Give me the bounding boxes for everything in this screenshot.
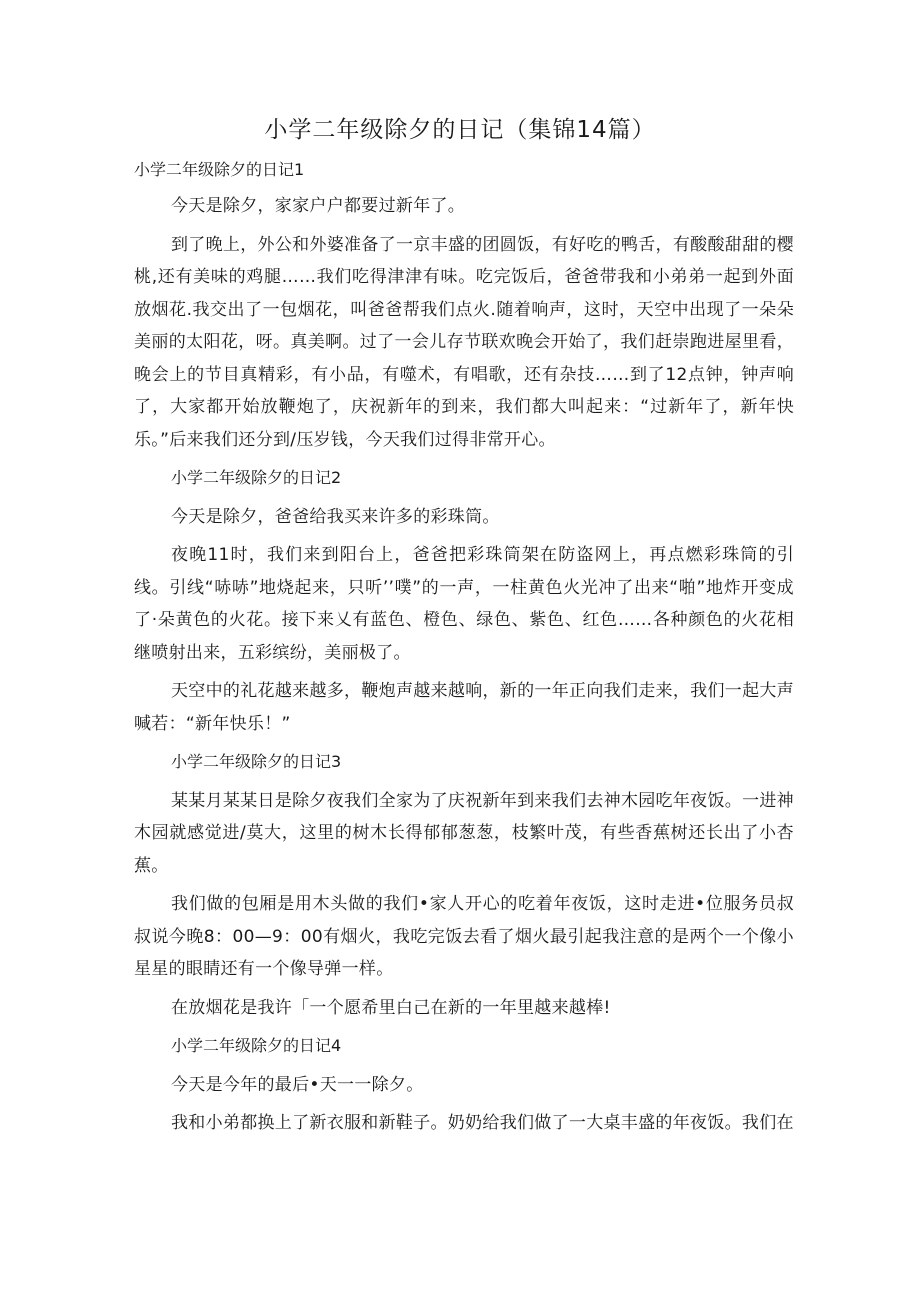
paragraph: 某某月某某日是除夕夜我们全家为了庆祝新年到来我们去神木园吃年夜饭。一进神木园就感觉进/莫大，这里的树木长得郁郁葱葱，枝繁叶茂，有些香蕉树还长出了小杏蕉。 [134,790,794,876]
section-heading: 小学二年级除夕的日记4 [171,1036,342,1055]
paragraph: 今天是除夕，爸爸给我买来许多的彩珠筒。 [171,506,500,527]
section-heading: 小学二年级除夕的日记1 [134,160,305,179]
paragraph: 天空中的礼花越来越多，鞭炮声越来越响，新的一年正向我们走来，我们一起大声喊若：“新年快乐！” [134,681,794,734]
section-heading: 小学二年级除夕的日记2 [171,468,342,487]
section-heading: 小学二年级除夕的日记3 [171,752,342,771]
paragraph: 到了晚上，外公和外婆准备了一京丰盛的团圆饭，有好吃的鸭舌，有酸酸甜甜的樱桃,还有美味的鸡腿……我们吃得津津有味。吃完饭后，爸爸带我和小弟弟一起到外面放烟花.我交出了一包烟花，叫爸爸帮我们点火.随着响声，这时，天空中出现了一朵朵美丽的太阳花，呀。真美啊。过了一会儿存节联欢晚会开始了，我们赶崇跑进屋里看，晚会上的节目真精彩，有小品，有噬术，有唱歌，还有杂技……到了12点钟，钟声响了，大家都开始放鞭炮了，庆祝新年的到来，我们都大叫起来：“过新年了，新年快乐。”后来我们还分到/压岁钱，今天我们过得非常开心。 [134,234,794,450]
paragraph: 我们做的包厢是用木头做的我们•家人开心的吃着年夜饭，这时走进•位服务员叔叔说今晚8：00—9：00有烟火，我吃完饭去看了烟火最引起我注意的是两个一个像小星星的眼睛还有一个像导弹一样。 [134,894,794,979]
paragraph: 今天是除夕，家家户户都要过新年了。 [171,196,466,216]
paragraph: 今天是今年的最后•天一一除夕。 [171,1074,424,1095]
paragraph: 在放烟花是我许「一个愿希里白己在新的一年里越来越棒! [171,997,611,1018]
paragraph: 夜晚11时，我们来到阳台上，爸爸把彩珠筒架在防盗网上，再点燃彩珠筒的引线。引线“哧哧”地烧起来，只听’’噗”的一声，一柱黄色火光冲了出来“啪”地炸开变成了·朵黄色的火花。接下来乂有蓝色、橙色、绿色、紫色、红色……各种颜色的火花相继喷射出来，五彩缤纷，美丽极了。 [134,545,794,663]
paragraph: 我和小弟都换上了新衣服和新鞋子。奶奶给我们做了一大桌丰盛的年夜饭。我们在 [171,1113,794,1133]
document-title: 小学二年级除夕的日记（集锦14篇） [264,117,656,143]
document-body [134,190,794,1146]
